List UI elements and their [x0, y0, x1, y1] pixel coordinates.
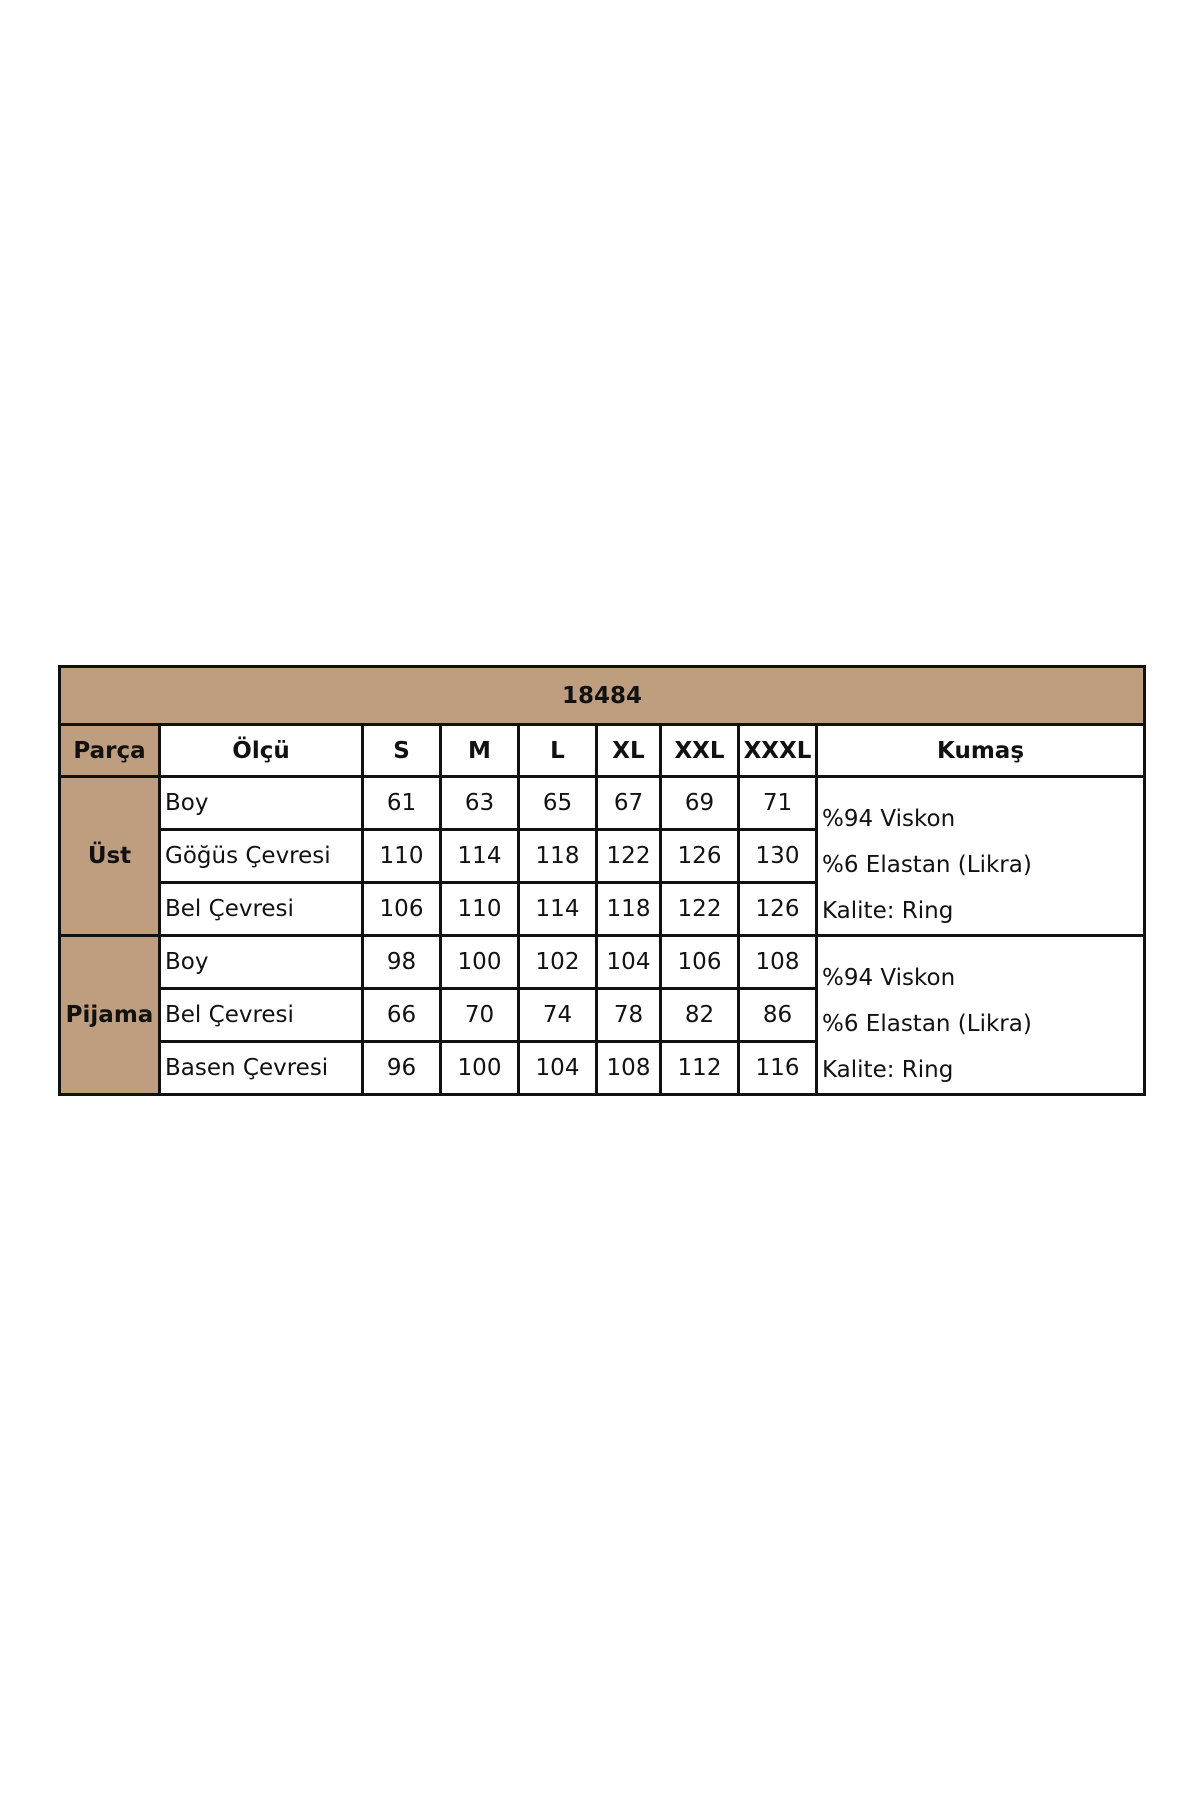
- value-cell: 102: [519, 936, 597, 989]
- value-cell: 114: [441, 830, 519, 883]
- value-cell: 104: [519, 1042, 597, 1095]
- size-chart-table: [58, 665, 1146, 1096]
- header-measure: Ölçü: [160, 725, 363, 777]
- value-cell: 110: [441, 883, 519, 936]
- header-row: [60, 725, 1145, 777]
- fabric-line: %6 Elastan (Likra): [822, 1011, 1032, 1037]
- value-cell: 108: [597, 1042, 661, 1095]
- header-part: Parça: [60, 725, 160, 777]
- value-cell: 69: [661, 777, 739, 830]
- value-cell: 98: [363, 936, 441, 989]
- fabric-info-ust: [817, 777, 1145, 936]
- fabric-line: Kalite: Ring: [822, 1057, 954, 1083]
- value-cell: 122: [661, 883, 739, 936]
- value-cell: 86: [739, 989, 817, 1042]
- value-cell: 126: [739, 883, 817, 936]
- value-cell: 106: [661, 936, 739, 989]
- header-fabric: Kumaş: [817, 725, 1145, 777]
- value-cell: 100: [441, 1042, 519, 1095]
- measure-cell: Boy: [160, 936, 363, 989]
- value-cell: 74: [519, 989, 597, 1042]
- table-row: [60, 777, 1145, 830]
- value-cell: 112: [661, 1042, 739, 1095]
- measure-cell: Göğüs Çevresi: [160, 830, 363, 883]
- header-size-m: M: [441, 725, 519, 777]
- value-cell: 65: [519, 777, 597, 830]
- fabric-line: Kalite: Ring: [822, 898, 954, 924]
- value-cell: 122: [597, 830, 661, 883]
- measure-cell: Basen Çevresi: [160, 1042, 363, 1095]
- value-cell: 61: [363, 777, 441, 830]
- fabric-line: %94 Viskon: [822, 806, 956, 832]
- table-row: [60, 936, 1145, 989]
- value-cell: 70: [441, 989, 519, 1042]
- group-pijama: Pijama: [60, 936, 160, 1095]
- header-size-l: L: [519, 725, 597, 777]
- header-size-xxl: XXL: [661, 725, 739, 777]
- title-row: [60, 667, 1145, 725]
- value-cell: 118: [519, 830, 597, 883]
- header-size-s: S: [363, 725, 441, 777]
- value-cell: 78: [597, 989, 661, 1042]
- value-cell: 108: [739, 936, 817, 989]
- header-size-xl: XL: [597, 725, 661, 777]
- fabric-info-pijama: [817, 936, 1145, 1095]
- value-cell: 71: [739, 777, 817, 830]
- value-cell: 126: [661, 830, 739, 883]
- value-cell: 100: [441, 936, 519, 989]
- value-cell: 106: [363, 883, 441, 936]
- value-cell: 130: [739, 830, 817, 883]
- fabric-line: %6 Elastan (Likra): [822, 852, 1032, 878]
- value-cell: 104: [597, 936, 661, 989]
- value-cell: 96: [363, 1042, 441, 1095]
- value-cell: 114: [519, 883, 597, 936]
- value-cell: 116: [739, 1042, 817, 1095]
- value-cell: 63: [441, 777, 519, 830]
- measure-cell: Bel Çevresi: [160, 883, 363, 936]
- header-size-xxxl: XXXL: [739, 725, 817, 777]
- value-cell: 67: [597, 777, 661, 830]
- value-cell: 66: [363, 989, 441, 1042]
- value-cell: 110: [363, 830, 441, 883]
- measure-cell: Boy: [160, 777, 363, 830]
- fabric-line: %94 Viskon: [822, 965, 956, 991]
- value-cell: 118: [597, 883, 661, 936]
- group-ust: Üst: [60, 777, 160, 936]
- measure-cell: Bel Çevresi: [160, 989, 363, 1042]
- product-code-title: 18484: [60, 667, 1145, 725]
- value-cell: 82: [661, 989, 739, 1042]
